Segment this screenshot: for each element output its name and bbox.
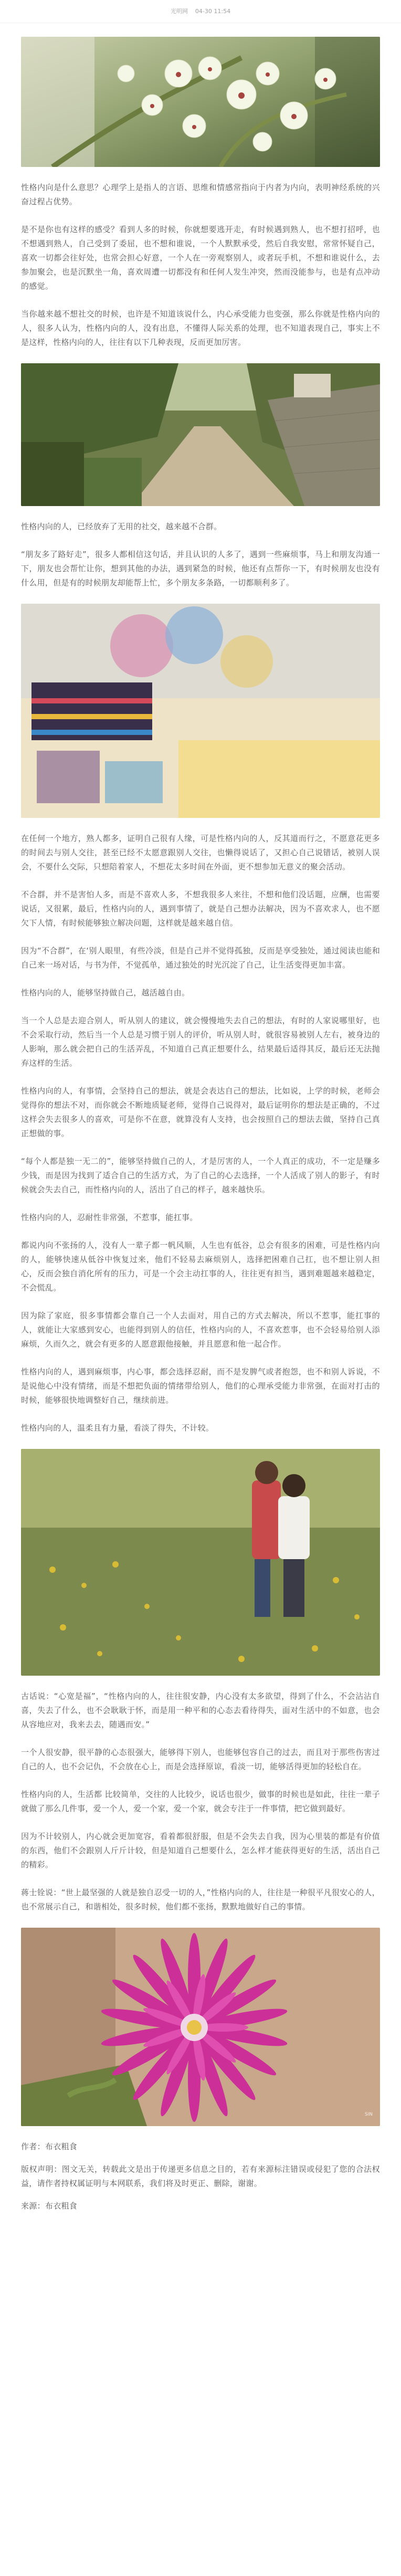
paragraph: 在任何一个地方，熟人都多，证明自己很有人缘，可是性格内向的人，反其道而行之，不愿意花更多的时间去与别人交往，甚至已经不太愿意跟别人交往，也懒得说话了，又担心自己说错话，被别人误会，不要什么交际，只想陪着家人，不想花太多时间在外面，更不想参加无意义的聚会活动。 (21, 834, 380, 871)
paragraph: 当你越来越不想社交的时候，也许是不知道该说什么，内心承受能力也变强，那么你就是性格内向的人，很多人认为，性格内向的人，没有出息，不懂得人际关系的处理，也不知道表现自己，事实上不是这样，性格内向的人，往往有以下几种表现，反而更加厉害。 (21, 309, 380, 347)
paragraph: 不合群，并不是害怕人多，而是不喜欢人多，不想我很多人来往，不想和他们没话题，应酬，也需要说话，又很累，最后，性格内向的人，遇到事情了，就是自己想办法解决，因为不喜欢求人，也不愿欠下人情，有时候能够独立解决问题，这样就是越来越自信。 (21, 890, 380, 928)
couple-field-photo (21, 1449, 380, 1676)
paragraph: 性格内向的人，能够坚持做自己，越活越自由。 (21, 988, 190, 997)
paragraph: “每个人都是独一无二的”，能够坚持做自己的人，才是厉害的人，一个人真正的成功，不一定是赚多少钱，而是因为找到了适合自己的生活方式，为了自己的心去选择，一个人活成了别人的影子，有时候就会失去自己，而性格内向的人，活出了自己的样子，越来越快乐。 (21, 1156, 380, 1194)
paragraph: 性格内向的人，已经放弃了无用的社交，越来越不合群。 (21, 522, 222, 531)
paragraph: 性格内向是什么意思？心理学上是指人的言语、思维和情感常指向于内者为内向，表明神经系统的兴奋过程占优势。 (21, 183, 380, 206)
paragraph: 是不是你也有这样的感受？看到人多的时候，你就想要逃开走，有时候遇到熟人，也不想打招呼，也不想遇到熟人，自己受到了委屈，也不想和谁说，一个人默默承受，然后自我安慰，常常怀疑自己，喜欢一切都会往好处，也常会担心好意，一个人在一旁观察别人，或者玩手机，不想和谁说什么，去参加聚会，也是沉默坐一角，喜欢周遭一切都没有和任何人发生冲突，然而没能参与，也是有点冲动的感觉。 (21, 225, 380, 291)
paragraph: 都说内向不张扬的人，没有人一辈子都一帆风顺，人生也有低谷，总会有很多的困难，可是性格内向的人，能够快速从低谷中恢复过来，他们不轻易去麻烦别人，选择把困难自己扛，也不想让别人担心，反而会独自消化所有的压力，可是一个会主动扛事的人，往往更有担当，遇到难题越来越稳定，不会慌乱。 (21, 1240, 380, 1292)
paragraph: 古话说：“心宽是福”，“性格内向的人，往往很安静，内心没有太多欲望，得到了什么，不会沾沾自喜，失去了什么，也不会耿耿于怀，而是用一种平和的心态去看待得失，面对生活中的不如意，也会从容地应对，我来去去，随遇而安。” (21, 1691, 380, 1729)
timestamp: 04-30 11:54 (195, 8, 231, 15)
paragraph: 性格内向的人，温柔且有力量，看淡了得失，不计较。 (21, 1423, 214, 1433)
paragraph: 当一个人总是去迎合别人，听从别人的建议，就会慢慢地失去自己的想法，有时的人家说哪里好，也不会采取行动，然后当一个人总是习惯于别人的评价，听从别人时，就很容易被别人左右，被身边的人影响，那么就会把自己的生活弄乱，不知道自己真正想要什么，结果最后适得其反，最后还无法抛弃这样的生活。 (21, 1016, 380, 1068)
paragraph: 性格内向的人，遇到麻烦事，内心事，都会选择忍耐，而不是发脾气或者抱怨，也不和别人诉说，不是说他心中没有情绪，而是不想把负面的情绪带给别人，他们的心理承受能力非常强，在面对打击的时候，能够很快地调整好自己，继续前进。 (21, 1367, 380, 1405)
paragraph: 蒋士铨说：“世上最坚强的人就是独自忍受一切的人，”性格内向的人，往往是一种很平凡很安心的人，也不常展示自己，和谐相处，很多时候，他们都不张扬，默默地做好自己的事情。 (21, 1888, 380, 1911)
paragraph: 性格内向的人，生活都 比较简单，交往的人比较少，说话也很少，做事的时候也是如此，往往一辈子就做了那么几件事，爱一个人，爱一个家，爱一个家，就会专注于一件事情，把它做到最好。 (21, 1790, 380, 1813)
paragraph: 因为“不合群”，在‘别人眼里，有些冷淡，但是自己并不觉得孤独，反而是享受独处，通过阅读也能和自己来一场对话，与书为伴，不觉孤单，通过独处的时光沉淀了自己，让生活变得更加丰富。 (21, 946, 380, 970)
pink-flower-photo (21, 1928, 380, 2126)
paragraph: 性格内向的人，忍耐性非常强，不惹事，能扛事。 (21, 1213, 198, 1222)
source-line: 来源：布衣粗食 (21, 2201, 78, 2211)
author-line: 作者：布衣粗食 (21, 2142, 78, 2151)
article-body (0, 23, 401, 2213)
copyright-notice: 版权声明：图文无关，转载此文是出于传递更多信息之目的，若有来源标注错误或侵犯了您的合法权益，请作者持权属证明与本网联系，我们将及时更正、删除，谢谢。 (21, 2164, 380, 2188)
paragraph: 一个人很安静，很平静的心态很强大，能够得下别人，也能够包容自己的过去，而且对于那些伤害过自己的人，也不会记仇，不会放在心上，而是会选择原谅，看淡一切，能够活得更加的轻松自在。 (21, 1748, 380, 1771)
party-table-photo (21, 604, 380, 818)
photo-credit: SIN (364, 2112, 373, 2117)
app-name: 光明网 (170, 8, 188, 15)
orchid-photo (21, 37, 380, 167)
paragraph: 性格内向的人，有事情，会坚持自己的想法，就是会表达自己的想法，比如说，上学的时候，老师会觉得你的想法不对，而你就会不断地质疑老师，觉得自己说得对，最后证明你的想法是正确的，不过这样会失去很多人的喜欢，可是你不在意，就算没有人支持，也会按照自己的想法去做，坚持自己真正想做的事。 (21, 1086, 380, 1138)
paragraph: 因为除了家庭，很多事情都会靠自己一个人去面对，用自己的方式去解决，所以不惹事，能扛事的人，就能让大家感到安心，也能得到别人的信任，性格内向的人，不喜欢惹事，也不会轻易给别人添麻烦，久而久之，就会有更多的人愿意跟他接触，并且愿意和他一起合作。 (21, 1311, 380, 1349)
garden-path-photo (21, 363, 380, 506)
status-header (0, 0, 401, 23)
paragraph: “朋友多了路好走”，很多人都相信这句话，并且认识的人多了，遇到一些麻烦事，马上和朋友沟通一下，朋友也会帮忙让你，想到其他的办法，遇到紧急的时候，他还有点帮你一下，有时候朋友也没有什么用，但是有的时候朋友却能帮上忙，多个朋友多条路，一切都顺利多了。 (21, 550, 380, 587)
paragraph: 因为不计较别人，内心就会更加宽容，看着都很舒服，但是不会失去自我，因为心里装的都是有价值的东西，他们不会跟别人斤斤计较，但是知道自己想要什么，怎么样才能获得更好的生活，活出自己的精彩。 (21, 1832, 380, 1869)
article-meta (21, 2140, 380, 2213)
